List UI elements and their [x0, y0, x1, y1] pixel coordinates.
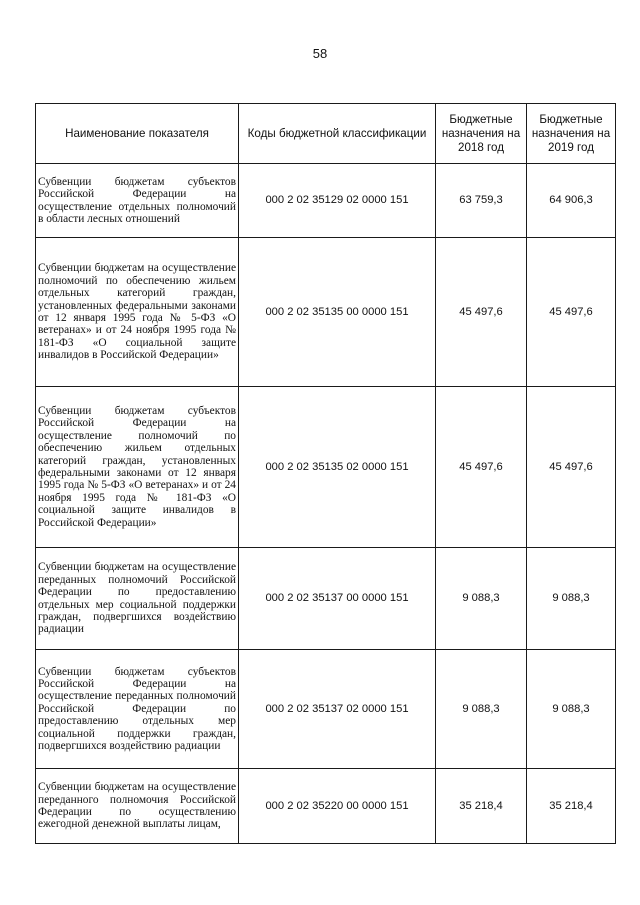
budget-table: [35, 103, 616, 844]
amount-2018: 9 088,3: [436, 650, 527, 769]
amount-2019: 64 906,3: [527, 164, 616, 238]
amount-2018: 35 218,4: [436, 769, 527, 844]
amount-2019: 45 497,6: [527, 387, 616, 548]
table-row: [36, 769, 616, 844]
indicator-name: Субвенции бюджетам субъектов Российской Федерации на осуществление полномочий по обеспечению жильем отдельных категорий граждан, установленных федеральными законами от 12 января 1995 года № 5-ФЗ «О ветеранах» и от 24 ноября 1995 года № 181-ФЗ «О социальной защите инвалидов в Российской Федерации»: [36, 387, 239, 548]
table-row: [36, 387, 616, 548]
page-number: 58: [312, 46, 328, 61]
header-budget-code: Коды бюджетной классификации: [239, 104, 436, 164]
indicator-name: Субвенции бюджетам на осуществление переданного полномочия Российской Федерации по осуществлению ежегодной денежной выплаты лицам,: [36, 769, 239, 844]
budget-code: 000 2 02 35129 02 0000 151: [239, 164, 436, 238]
budget-code: 000 2 02 35135 02 0000 151: [239, 387, 436, 548]
budget-code: 000 2 02 35135 00 0000 151: [239, 238, 436, 387]
amount-2018: 63 759,3: [436, 164, 527, 238]
table-row: [36, 650, 616, 769]
amount-2018: 9 088,3: [436, 548, 527, 650]
indicator-name: Субвенции бюджетам на осуществление полномочий по обеспечению жильем отдельных категорий граждан, установленных федеральными законами от 12 января 1995 года № 5-ФЗ «О ветеранах» и от 24 ноября 1995 года № 181-ФЗ «О социальной защите инвалидов в Российской Федерации»: [36, 238, 239, 387]
table-row: [36, 238, 616, 387]
table-header-row: [36, 104, 616, 164]
indicator-name: Субвенции бюджетам субъектов Российской Федерации на осуществление отдельных полномочий в области лесных отношений: [36, 164, 239, 238]
amount-2019: 9 088,3: [527, 548, 616, 650]
amount-2018: 45 497,6: [436, 387, 527, 548]
budget-code: 000 2 02 35137 02 0000 151: [239, 650, 436, 769]
amount-2019: 9 088,3: [527, 650, 616, 769]
budget-code: 000 2 02 35220 00 0000 151: [239, 769, 436, 844]
indicator-name: Субвенции бюджетам на осуществление переданных полномочий Российской Федерации по предоставлению отдельных мер социальной поддержки граждан, подвергшихся воздействию радиации: [36, 548, 239, 650]
header-amount-2019: Бюджетные назначения на 2019 год: [527, 104, 616, 164]
header-indicator-name: Наименование показателя: [36, 104, 239, 164]
amount-2018: 45 497,6: [436, 238, 527, 387]
table-row: [36, 548, 616, 650]
amount-2019: 45 497,6: [527, 238, 616, 387]
budget-code: 000 2 02 35137 00 0000 151: [239, 548, 436, 650]
indicator-name: Субвенции бюджетам субъектов Российской Федерации на осуществление переданных полномочий Российской Федерации по предоставлению отдельных мер социальной поддержки граждан, подвергшихся воздействию радиации: [36, 650, 239, 769]
header-amount-2018: Бюджетные назначения на 2018 год: [436, 104, 527, 164]
amount-2019: 35 218,4: [527, 769, 616, 844]
table-row: [36, 164, 616, 238]
